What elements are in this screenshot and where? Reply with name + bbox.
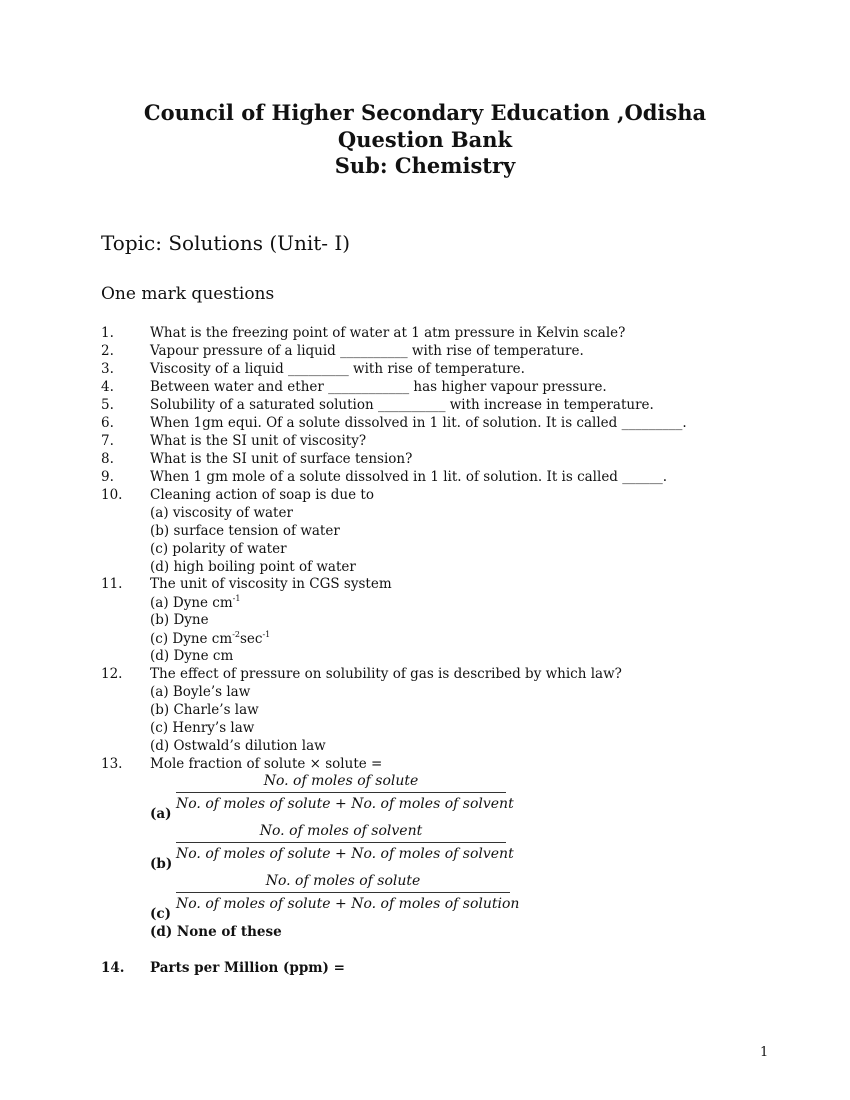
option-text: (c) Dyne cm bbox=[150, 631, 233, 647]
question-text: When 1 gm mole of a solute dissolved in 1 lit. of solution. It is called ______. bbox=[150, 469, 668, 485]
option-label-b: (b) bbox=[150, 856, 173, 872]
board-title: Council of Higher Secondary Education ,Odisha bbox=[143, 100, 707, 125]
question-number: 8. bbox=[101, 451, 114, 467]
topic-heading: Topic: Solutions (Unit- I) bbox=[101, 231, 351, 255]
question-text: Parts per Million (ppm) = bbox=[150, 960, 345, 976]
option-text: sec bbox=[239, 631, 263, 647]
question-number: 3. bbox=[101, 361, 114, 377]
fraction-denominator: No. of moles of solute + No. of moles of solution bbox=[176, 896, 520, 912]
question-text: When 1gm equi. Of a solute dissolved in 1 lit. of solution. It is called _________. bbox=[150, 415, 687, 431]
question-number: 1. bbox=[101, 325, 114, 341]
question-text: Vapour pressure of a liquid __________ with rise of temperature. bbox=[150, 343, 584, 359]
fraction-c bbox=[176, 873, 520, 921]
question-number: 14. bbox=[101, 960, 125, 976]
fraction-bar bbox=[176, 792, 506, 793]
option: (b) Dyne bbox=[150, 612, 209, 628]
question-number: 9. bbox=[101, 469, 114, 485]
fraction-denominator: No. of moles of solute + No. of moles of solvent bbox=[176, 796, 514, 812]
option bbox=[150, 630, 270, 647]
option-label-a: (a) bbox=[150, 806, 172, 822]
question-text: The unit of viscosity in CGS system bbox=[150, 576, 392, 592]
question-number: 6. bbox=[101, 415, 114, 431]
question-number: 12. bbox=[101, 666, 123, 682]
option: (b) surface tension of water bbox=[150, 523, 340, 539]
fraction-bar bbox=[176, 892, 510, 893]
question-text: What is the freezing point of water at 1 atm pressure in Kelvin scale? bbox=[150, 325, 626, 341]
question-number: 13. bbox=[101, 756, 123, 772]
option: (d) Ostwald’s dilution law bbox=[150, 738, 326, 754]
subject-title: Sub: Chemistry bbox=[334, 153, 516, 178]
option: (d) high boiling point of water bbox=[150, 559, 356, 575]
question-number: 11. bbox=[101, 576, 123, 592]
option: (a) viscosity of water bbox=[150, 505, 293, 521]
option-d: (d) None of these bbox=[150, 924, 282, 940]
superscript: -1 bbox=[262, 630, 271, 639]
fraction-b bbox=[176, 823, 514, 871]
fraction-numerator: No. of moles of solvent bbox=[259, 823, 423, 839]
question-text: The effect of pressure on solubility of gas is described by which law? bbox=[150, 666, 622, 682]
option-text: (a) Dyne cm bbox=[150, 595, 233, 611]
fraction-numerator: No. of moles of solute bbox=[263, 773, 419, 789]
question-text: Cleaning action of soap is due to bbox=[150, 487, 374, 503]
document-title: Question Bank bbox=[337, 127, 513, 152]
fraction-bar bbox=[176, 842, 506, 843]
question-text: What is the SI unit of viscosity? bbox=[150, 433, 367, 449]
question-text: Solubility of a saturated solution __________ with increase in temperature. bbox=[150, 397, 654, 413]
question-number: 4. bbox=[101, 379, 114, 395]
option: (a) Boyle’s law bbox=[150, 684, 251, 700]
question-text: Mole fraction of solute × solute = bbox=[150, 756, 383, 772]
option: (c) polarity of water bbox=[150, 541, 287, 557]
question-number: 5. bbox=[101, 397, 114, 413]
superscript: -2 bbox=[232, 630, 240, 639]
fraction-numerator: No. of moles of solute bbox=[265, 873, 421, 889]
option-label-c: (c) bbox=[150, 906, 171, 922]
question-text: Viscosity of a liquid _________ with rise of temperature. bbox=[150, 361, 525, 377]
fraction-denominator: No. of moles of solute + No. of moles of solvent bbox=[176, 846, 514, 862]
superscript: -1 bbox=[232, 594, 241, 603]
fraction-a bbox=[176, 773, 514, 821]
option: (b) Charle’s law bbox=[150, 702, 259, 718]
option: (c) Henry’s law bbox=[150, 720, 255, 736]
question-number: 10. bbox=[101, 487, 123, 503]
option: (d) Dyne cm bbox=[150, 648, 234, 664]
page-number: 1 bbox=[760, 1045, 769, 1060]
question-text: Between water and ether ____________ has higher vapour pressure. bbox=[150, 379, 607, 395]
option bbox=[150, 594, 240, 611]
section-heading: One mark questions bbox=[101, 284, 275, 304]
question-number: 2. bbox=[101, 343, 114, 359]
question-text: What is the SI unit of surface tension? bbox=[150, 451, 413, 467]
question-number: 7. bbox=[101, 433, 114, 449]
